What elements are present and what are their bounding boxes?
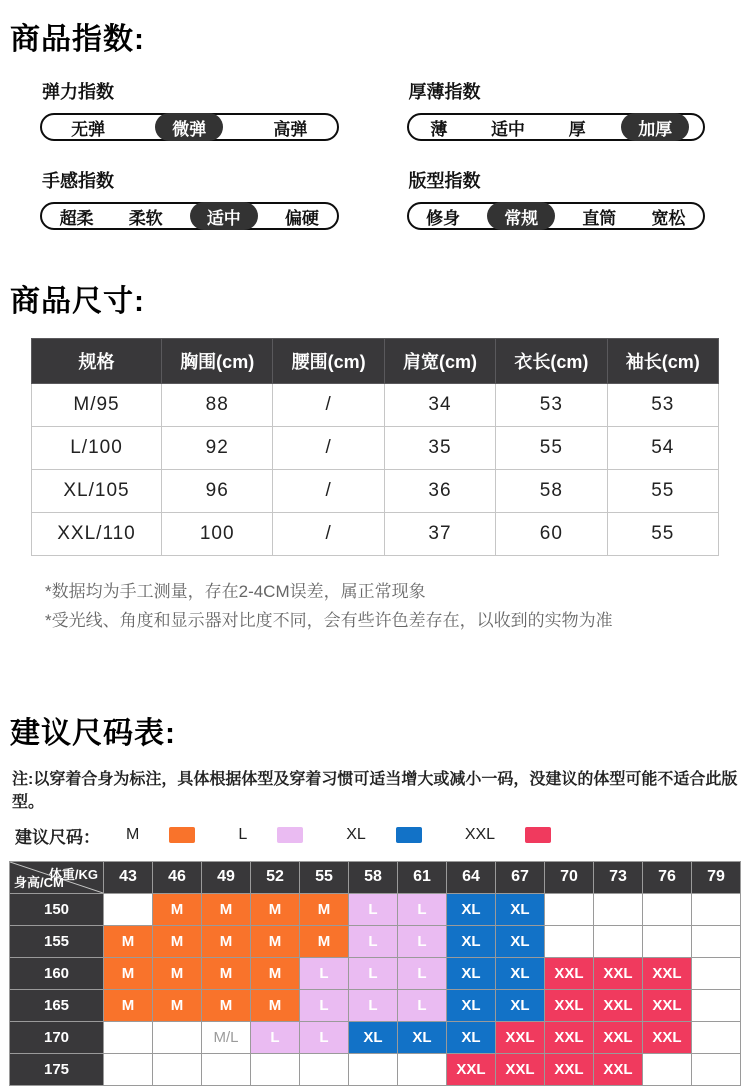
- size-table-cell: XL/105: [32, 470, 162, 513]
- size-table-cell: 35: [384, 427, 495, 470]
- chart-cell-155-76: [643, 925, 692, 957]
- chart-cell-175-79: [692, 1053, 741, 1085]
- chart-weight-header-55: 55: [300, 861, 349, 893]
- chart-cell-165-55: L: [300, 989, 349, 1021]
- index-bar-elasticity: [40, 113, 339, 141]
- note-line: *受光线、角度和显示器对比度不同，会有些许色差存在，以收到的实物为准: [45, 610, 613, 630]
- chart-cell-175-55: [300, 1053, 349, 1085]
- chart-cell-160-49: M: [202, 957, 251, 989]
- chart-row-175: [10, 1053, 741, 1085]
- index-bar-feel: [40, 202, 339, 230]
- index-label-feel: 手感指数: [42, 171, 114, 191]
- chart-weight-header-49: 49: [202, 861, 251, 893]
- index-bar-fit: [407, 202, 706, 230]
- chart-height-header-150: 150: [10, 893, 104, 925]
- size-table-header-5: 袖长(cm): [607, 339, 718, 384]
- chart-height-header-160: 160: [10, 957, 104, 989]
- legend-swatch-XXL: [525, 827, 551, 843]
- size-table-cell: 58: [496, 470, 607, 513]
- chart-cell-170-52: L: [251, 1021, 300, 1053]
- chart-row-170: [10, 1021, 741, 1053]
- chart-cell-160-46: M: [153, 957, 202, 989]
- chart-head: [10, 861, 741, 893]
- corner-height-label: 身高/CM: [14, 874, 64, 890]
- chart-cell-175-52: [251, 1053, 300, 1085]
- chart-head-row: [10, 861, 741, 893]
- chart-cell-155-52: M: [251, 925, 300, 957]
- chart-cell-150-76: [643, 893, 692, 925]
- size-table-cell: /: [273, 384, 384, 427]
- chart-cell-155-73: [594, 925, 643, 957]
- chart-cell-165-43: M: [104, 989, 153, 1021]
- chart-weight-header-43: 43: [104, 861, 153, 893]
- legend-item-XXL: [465, 826, 551, 844]
- chart-cell-160-64: XL: [447, 957, 496, 989]
- size-table-cell: 55: [607, 470, 718, 513]
- size-table-cell: 37: [384, 513, 495, 556]
- size-table-header-3: 肩宽(cm): [384, 339, 495, 384]
- measure-notes: [0, 578, 750, 636]
- chart-cell-160-52: M: [251, 957, 300, 989]
- chart-weight-header-70: 70: [545, 861, 594, 893]
- chart-cell-155-70: [545, 925, 594, 957]
- legend-item-M: [126, 826, 195, 844]
- chart-height-header-155: 155: [10, 925, 104, 957]
- chart-cell-150-67: XL: [496, 893, 545, 925]
- chart-cell-170-49: M/L: [202, 1021, 251, 1053]
- index-option-fit-1: 常规: [487, 202, 555, 230]
- index-group-fit: [407, 167, 706, 230]
- chart-cell-175-73: XXL: [594, 1053, 643, 1085]
- chart-cell-155-43: M: [104, 925, 153, 957]
- index-label-elasticity: 弹力指数: [42, 82, 114, 102]
- chart-row-160: [10, 957, 741, 989]
- chart-cell-170-61: XL: [398, 1021, 447, 1053]
- chart-cell-170-67: XXL: [496, 1021, 545, 1053]
- index-label-thickness: 厚薄指数: [408, 82, 481, 102]
- legend-swatch-M: [169, 827, 195, 843]
- chart-body: [10, 893, 741, 1085]
- legend-size-M: M: [126, 826, 140, 844]
- index-option-thickness-0: 薄: [430, 119, 448, 139]
- chart-row-150: [10, 893, 741, 925]
- chart-cell-165-64: XL: [447, 989, 496, 1021]
- legend-item-L: [238, 826, 303, 844]
- size-table-cell: 34: [384, 384, 495, 427]
- chart-cell-150-79: [692, 893, 741, 925]
- size-table-cell: M/95: [32, 384, 162, 427]
- size-table-body: [32, 384, 719, 556]
- chart-cell-150-43: [104, 893, 153, 925]
- chart-cell-175-70: XXL: [545, 1053, 594, 1085]
- chart-height-header-165: 165: [10, 989, 104, 1021]
- chart-cell-150-58: L: [349, 893, 398, 925]
- chart-cell-155-58: L: [349, 925, 398, 957]
- index-group-elasticity: [40, 78, 339, 141]
- size-table-cell: 88: [162, 384, 273, 427]
- size-table-title: 商品尺寸:: [10, 285, 145, 318]
- legend-item-XL: [346, 826, 422, 844]
- chart-cell-150-73: [594, 893, 643, 925]
- chart-cell-170-43: [104, 1021, 153, 1053]
- chart-cell-160-61: L: [398, 957, 447, 989]
- size-table-cell: 54: [607, 427, 718, 470]
- chart-cell-170-79: [692, 1021, 741, 1053]
- product-index-grid: [0, 78, 750, 230]
- chart-cell-170-64: XL: [447, 1021, 496, 1053]
- size-table-cell: 100: [162, 513, 273, 556]
- chart-cell-165-70: XXL: [545, 989, 594, 1021]
- size-table-cell: 53: [607, 384, 718, 427]
- size-table-cell: L/100: [32, 427, 162, 470]
- table-row: [32, 384, 719, 427]
- chart-cell-170-76: XXL: [643, 1021, 692, 1053]
- chart-cell-165-67: XL: [496, 989, 545, 1021]
- chart-cell-155-49: M: [202, 925, 251, 957]
- index-option-feel-1: 柔软: [128, 208, 163, 228]
- size-table-cell: 96: [162, 470, 273, 513]
- size-table-head: [32, 339, 719, 384]
- index-option-fit-0: 修身: [426, 208, 461, 228]
- index-option-fit-3: 宽松: [651, 208, 686, 228]
- product-index-title: 商品指数:: [10, 23, 145, 56]
- chart-cell-160-67: XL: [496, 957, 545, 989]
- size-table-cell: 60: [496, 513, 607, 556]
- chart-cell-165-52: M: [251, 989, 300, 1021]
- chart-cell-155-46: M: [153, 925, 202, 957]
- chart-weight-header-73: 73: [594, 861, 643, 893]
- index-option-feel-3: 偏硬: [284, 208, 319, 228]
- size-table-header-4: 衣长(cm): [496, 339, 607, 384]
- chart-cell-160-43: M: [104, 957, 153, 989]
- chart-cell-165-73: XXL: [594, 989, 643, 1021]
- size-legend-items: [126, 826, 594, 844]
- chart-height-header-170: 170: [10, 1021, 104, 1053]
- index-option-fit-2: 直筒: [582, 208, 617, 228]
- size-table-cell: 55: [607, 513, 718, 556]
- chart-cell-175-61: [398, 1053, 447, 1085]
- size-chart-note: 注:以穿着合身为标注，具体根据体型及穿着习惯可适当增大或减小一码，没建议的体型可能不适合此版型。: [12, 770, 738, 811]
- size-table-cell: XXL/110: [32, 513, 162, 556]
- size-table-header-2: 腰围(cm): [273, 339, 384, 384]
- corner-weight-label: 体重/KG: [48, 866, 98, 882]
- index-option-thickness-1: 适中: [490, 119, 525, 139]
- size-table-cell: /: [273, 427, 384, 470]
- chart-cell-165-46: M: [153, 989, 202, 1021]
- chart-cell-170-73: XXL: [594, 1021, 643, 1053]
- table-row: [32, 513, 719, 556]
- size-table-head-row: [32, 339, 719, 384]
- chart-cell-160-73: XXL: [594, 957, 643, 989]
- chart-cell-170-58: XL: [349, 1021, 398, 1053]
- index-group-feel: [40, 167, 339, 230]
- chart-cell-150-55: M: [300, 893, 349, 925]
- chart-cell-165-49: M: [202, 989, 251, 1021]
- chart-cell-160-70: XXL: [545, 957, 594, 989]
- chart-cell-175-46: [153, 1053, 202, 1085]
- size-table-cell: /: [273, 470, 384, 513]
- chart-cell-160-76: XXL: [643, 957, 692, 989]
- chart-cell-160-79: [692, 957, 741, 989]
- chart-cell-175-58: [349, 1053, 398, 1085]
- chart-weight-header-58: 58: [349, 861, 398, 893]
- legend-swatch-L: [277, 827, 303, 843]
- chart-cell-165-58: L: [349, 989, 398, 1021]
- chart-row-155: [10, 925, 741, 957]
- chart-cell-150-52: M: [251, 893, 300, 925]
- chart-cell-175-49: [202, 1053, 251, 1085]
- chart-corner-cell: [10, 861, 104, 893]
- chart-row-165: [10, 989, 741, 1021]
- chart-cell-165-79: [692, 989, 741, 1021]
- legend-size-XL: XL: [346, 826, 366, 844]
- legend-label: 建议尺码：: [15, 827, 100, 847]
- chart-cell-155-64: XL: [447, 925, 496, 957]
- chart-cell-170-55: L: [300, 1021, 349, 1053]
- chart-cell-155-61: L: [398, 925, 447, 957]
- index-bar-thickness: [407, 113, 706, 141]
- chart-cell-155-55: M: [300, 925, 349, 957]
- chart-weight-header-61: 61: [398, 861, 447, 893]
- size-legend: [0, 823, 750, 848]
- chart-cell-175-43: [104, 1053, 153, 1085]
- table-row: [32, 427, 719, 470]
- chart-weight-header-67: 67: [496, 861, 545, 893]
- chart-cell-175-76: [643, 1053, 692, 1085]
- chart-cell-150-64: XL: [447, 893, 496, 925]
- chart-weight-header-79: 79: [692, 861, 741, 893]
- index-label-fit: 版型指数: [408, 171, 481, 191]
- chart-weight-header-76: 76: [643, 861, 692, 893]
- note-line: *数据均为手工测量，存在2-4CM误差，属正常现象: [45, 582, 426, 601]
- index-option-elasticity-0: 无弹: [71, 119, 106, 139]
- legend-size-XXL: XXL: [464, 826, 496, 844]
- size-table-cell: 53: [496, 384, 607, 427]
- chart-cell-165-61: L: [398, 989, 447, 1021]
- chart-cell-165-76: XXL: [643, 989, 692, 1021]
- legend-size-L: L: [238, 826, 248, 844]
- size-table: [31, 338, 719, 556]
- chart-cell-170-46: [153, 1021, 202, 1053]
- chart-cell-155-79: [692, 925, 741, 957]
- size-table-cell: /: [273, 513, 384, 556]
- legend-swatch-XL: [396, 827, 422, 843]
- index-option-feel-0: 超柔: [59, 208, 94, 228]
- chart-cell-160-58: L: [349, 957, 398, 989]
- size-table-cell: 55: [496, 427, 607, 470]
- size-table-header-0: 规格: [32, 339, 162, 384]
- index-option-elasticity-1: 微弹: [155, 113, 223, 141]
- index-option-thickness-2: 厚: [568, 119, 586, 139]
- size-table-cell: 92: [162, 427, 273, 470]
- chart-cell-155-67: XL: [496, 925, 545, 957]
- chart-weight-header-64: 64: [447, 861, 496, 893]
- chart-weight-header-52: 52: [251, 861, 300, 893]
- chart-weight-header-46: 46: [153, 861, 202, 893]
- index-option-feel-2: 适中: [190, 202, 258, 230]
- chart-cell-160-55: L: [300, 957, 349, 989]
- chart-height-header-175: 175: [10, 1053, 104, 1085]
- chart-cell-150-46: M: [153, 893, 202, 925]
- index-option-thickness-3: 加厚: [621, 113, 689, 141]
- chart-cell-150-49: M: [202, 893, 251, 925]
- index-group-thickness: [407, 78, 706, 141]
- size-table-header-1: 胸围(cm): [162, 339, 273, 384]
- chart-cell-150-61: L: [398, 893, 447, 925]
- index-option-elasticity-2: 高弹: [273, 119, 308, 139]
- chart-cell-170-70: XXL: [545, 1021, 594, 1053]
- size-table-cell: 36: [384, 470, 495, 513]
- chart-cell-150-70: [545, 893, 594, 925]
- chart-cell-175-67: XXL: [496, 1053, 545, 1085]
- size-chart-title: 建议尺码表:: [10, 716, 176, 750]
- chart-cell-175-64: XXL: [447, 1053, 496, 1085]
- table-row: [32, 470, 719, 513]
- size-chart-table: [9, 861, 741, 1086]
